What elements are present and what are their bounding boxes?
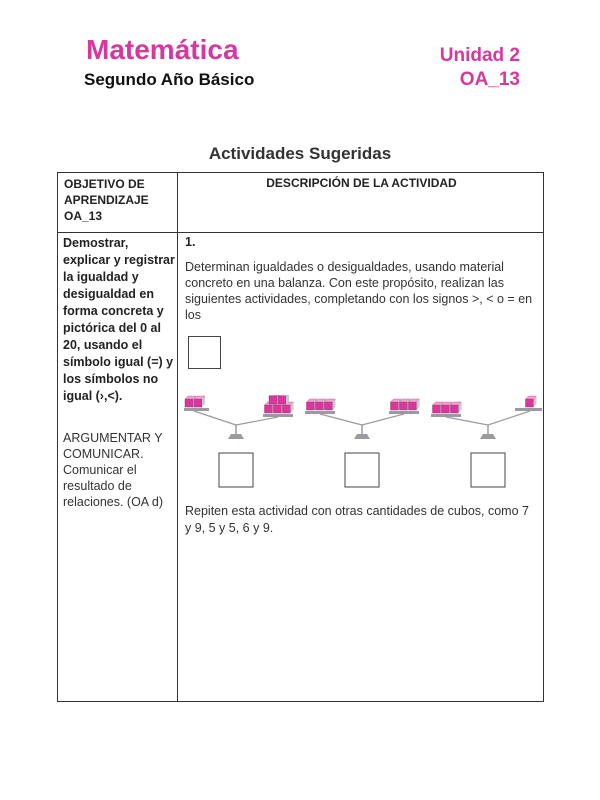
column-divider	[177, 173, 178, 701]
balance-0-right-cube-4	[278, 395, 289, 404]
balance-2-left-arm	[446, 417, 488, 425]
balance-1-right-pan	[389, 411, 419, 414]
balance-scales-illustration	[184, 395, 542, 495]
balance-0-left-pan	[184, 408, 209, 411]
repeat-instruction: Repiten esta actividad con otras cantidades de cubos, como 7 y 9, 5 y 5, 6 y 9.	[185, 504, 529, 535]
balance-0-base	[228, 434, 244, 439]
skill-text: Comunicar el resultado de relaciones. (OA d)	[63, 463, 164, 509]
balance-0-left-arm	[194, 411, 236, 425]
activity-description: Determinan igualdades o desigualdades, usando material concreto en una balanza. Con este propósito, realizan las siguientes actividades, completando con los signos >, < o = en los	[185, 260, 533, 322]
balance-2-left-cube-2	[451, 402, 462, 413]
balance-0-left-cube-1	[194, 396, 205, 407]
balance-2-right-arm	[488, 411, 530, 425]
balance-2-right-cube-0	[526, 396, 537, 407]
balance-2-right-pan	[515, 408, 542, 411]
skill-heading: ARGUMENTAR Y COMUNICAR.	[63, 431, 163, 461]
activities-table	[57, 172, 544, 702]
balance-1-right-arm	[362, 414, 404, 425]
balance-0-answer-box	[219, 453, 253, 487]
unit-label: Unidad 2	[439, 45, 520, 66]
balance-1-left-pan	[305, 411, 335, 414]
skill-block	[63, 430, 175, 510]
balance-1-answer-box	[345, 453, 379, 487]
grade-subtitle: Segundo Año Básico	[84, 70, 255, 89]
balance-1-left-cube-2	[325, 399, 336, 410]
answer-box-example	[188, 336, 221, 369]
header-divider	[58, 232, 543, 233]
objective-text: Demostrar, explicar y registrar la igualdad y desigualdad en forma concreta y pictórica del 0 al 20, usando el símbolo igual (=) y los símbolos no igual (›,<).	[63, 236, 175, 403]
balance-0-right-pan	[263, 414, 293, 417]
balance-2-left-pan	[431, 414, 461, 417]
balance-2-base	[480, 434, 496, 439]
description-column-header: DESCRIPCIÓN DE LA ACTIVIDAD	[266, 176, 457, 190]
oa-code: OA_13	[459, 69, 520, 90]
balance-2-answer-box	[471, 453, 505, 487]
balance-1-right-cube-2	[409, 399, 420, 410]
balance-1-base	[354, 434, 370, 439]
section-title: Actividades Sugeridas	[208, 144, 392, 163]
objective-column-header: OBJETIVO DE APRENDIZAJE OA_13	[64, 177, 149, 223]
subject-title: Matemática	[86, 34, 239, 65]
balance-0-right-arm	[236, 417, 278, 425]
balance-1-left-arm	[320, 414, 362, 425]
activity-number: 1.	[185, 235, 196, 249]
